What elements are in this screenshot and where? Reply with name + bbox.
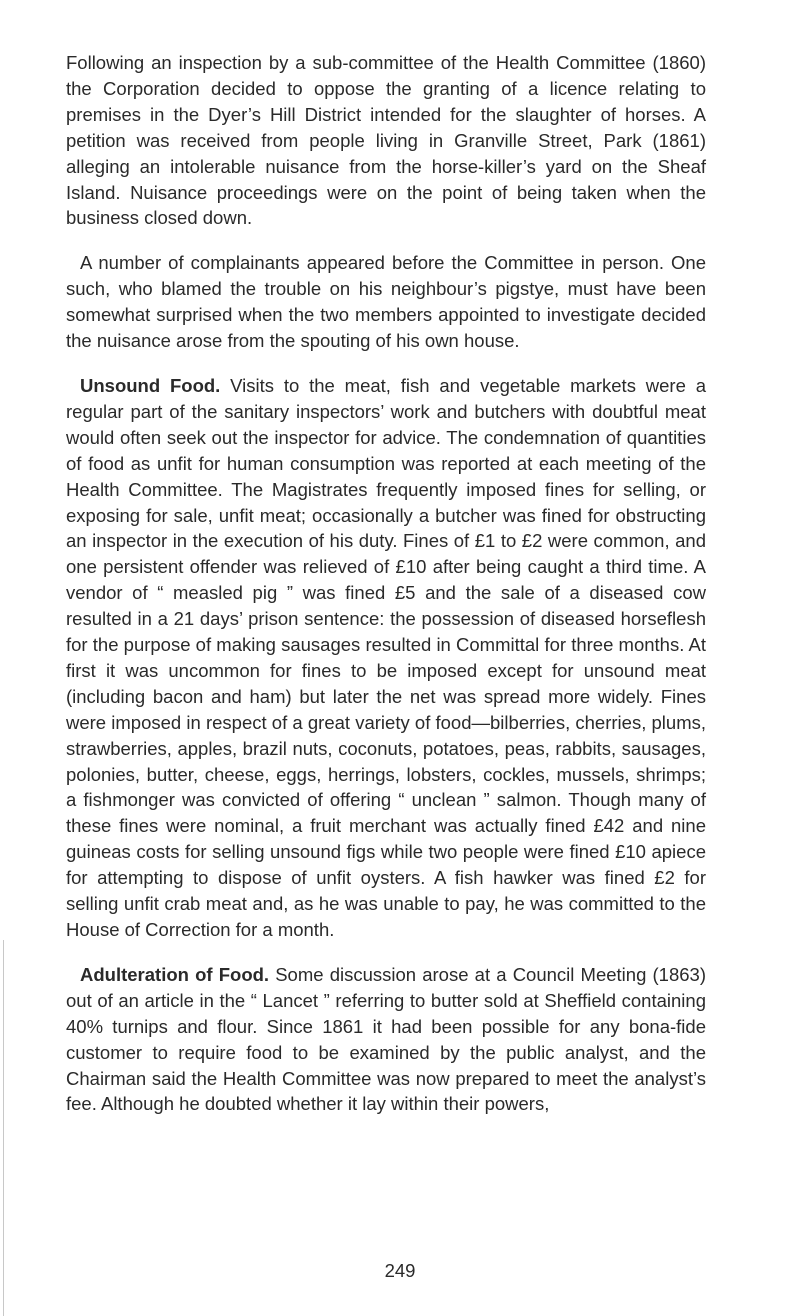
paragraph-text: A number of complainants appeared before the Committee in person. One such, who blamed the trouble on his neighbour’s pigstye, must have been somewhat surprised when the two members appointed to investigate decided the nuisance arose from the spouting of his own house. xyxy=(66,252,706,352)
paragraph-adulteration xyxy=(66,962,706,1117)
paragraph-complainants xyxy=(66,250,706,354)
body-text xyxy=(66,50,706,1117)
page-number: 249 xyxy=(384,1260,416,1281)
paragraph-unsound-food xyxy=(66,373,706,943)
section-heading-adulteration: Adulteration of Food. xyxy=(80,963,270,985)
paragraph-text: Following an inspection by a sub-committee of the Health Committee (1860) the Corporation decided to oppose the granting of a licence relating to premises in the Dyer’s Hill District intended for the slaughter of horses. A petition was received from people living in Granville Street, Park (1861) alleging an intolerable nuisance from the horse-killer’s yard on the Sheaf Island. Nuisance proceedings were on the point of being taken when the business closed down. xyxy=(66,52,706,229)
section-heading-unsound-food: Unsound Food. xyxy=(80,374,221,396)
paragraph-text: Some discussion arose at a Council Meeting (1863) out of an article in the “ Lancet ” referring to butter sold at Sheffield containing 40% turnips and flour. Since 1861 it had been possible for any bona-fide customer to require food to be examined by the public analyst, and the Chairman said the Health Committee was now prepared to meet the analyst’s fee. Although he doubted whether it lay within their powers, xyxy=(66,963,706,1115)
paragraph-horse-slaughter xyxy=(66,50,706,231)
paragraph-text: Visits to the meat, fish and vegetable markets were a regular part of the sanitary inspectors’ work and butchers with doubtful meat would often seek out the inspector for advice. The condemnation of quantities of food as unfit for human consumption was reported at each meeting of the Health Committee. The Magistrates frequently imposed fines for selling, or exposing for sale, unfit meat; occasionally a butcher was fined for obstructing an inspector in the execution of his duty. Fines of £1 to £2 were common, and one persistent offender was relieved of £10 after being caught a third time. A vendor of “ measled pig ” was fined £5 and the sale of a diseased cow resulted in a 21 days’ prison sentence: the possession of diseased horseflesh for the purpose of making sausages resulted in Committal for three months. At first it was uncommon for fines to be imposed except for unsound meat (including bacon and ham) but later the net was spread more widely. Fines were imposed in respect of a great variety of food—bilberries, cherries, plums, strawberries, apples, brazil nuts, coconuts, potatoes, peas, rabbits, sausages, polonies, butter, cheese, eggs, herrings, lobsters, cockles, mussels, shrimps; a fishmonger was convicted of offering “ unclean ” salmon. Though many of these fines were nominal, a fruit merchant was actually fined £42 and nine guineas costs for selling unsound figs while two people were fined £10 apiece for attempting to dispose of unfit oysters. A fish hawker was fined £2 for selling unfit crab meat and, as he was unable to pay, he was committed to the House of Correction for a month. xyxy=(66,374,706,940)
page-edge-shadow xyxy=(3,940,4,1316)
